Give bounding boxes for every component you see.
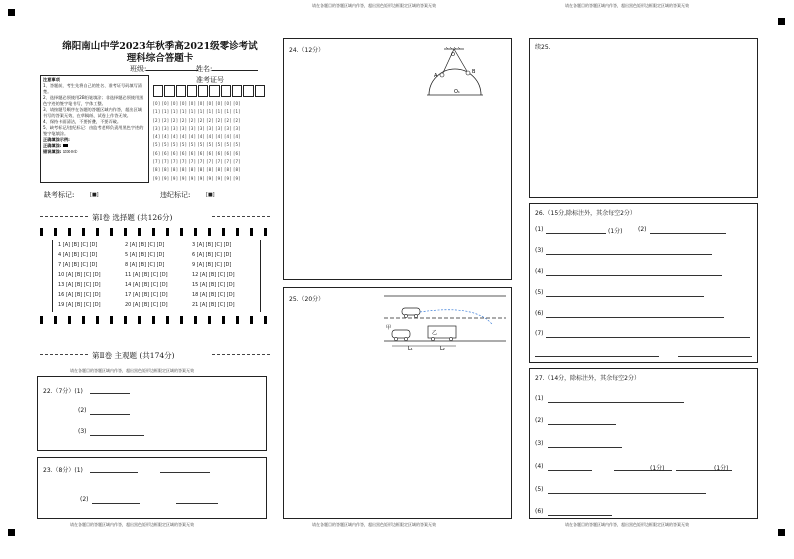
notes-item-2: 2、选择题必须使用2B铅笔填涂；非选择题必须使用黑色字迹的签字笔书写，字体工整。	[43, 95, 144, 106]
q23-sub2: (2)	[80, 496, 89, 503]
q25-continued-label: 续25.	[535, 44, 551, 51]
fill-correct-label: 正确填涂:	[43, 143, 62, 148]
timing-marks-top	[40, 228, 270, 236]
q27-sub3: (3)	[535, 440, 544, 447]
q24-fig-label-b: B	[472, 69, 476, 75]
q27-line-5[interactable]	[548, 493, 706, 494]
q24-fig-label-o: O	[451, 52, 455, 58]
edge-note-top-middle: 请在各题目的答题区域内作答，超出黑色矩形边框限定区域的答案无效	[312, 3, 436, 8]
registration-mark-bottom-right	[778, 529, 785, 536]
edge-note-bottom-middle: 请在各题目的答题区域内作答，超出黑色矩形边框限定区域的答案无效	[312, 522, 436, 527]
q26-sub7: (7)	[535, 330, 544, 337]
q26-sub1-mark: (1分)	[608, 228, 623, 235]
fill-wrong-label: 错误填涂:	[43, 149, 62, 154]
q27-line-3[interactable]	[548, 447, 622, 448]
wrong-marks-icons: ☑☒⊖①	[62, 149, 78, 154]
registration-mark-top-right	[778, 18, 785, 25]
exam-no-bubble-grid[interactable]	[153, 100, 266, 183]
exam-no-cell[interactable]	[255, 85, 265, 97]
q26-line-9[interactable]	[678, 356, 752, 357]
mc-grid[interactable]	[58, 242, 258, 312]
name-label: 姓名:	[196, 65, 213, 73]
absent-mark-label: 缺考标记:	[44, 191, 75, 199]
q26-sub3: (3)	[535, 247, 544, 254]
q22-line-2[interactable]	[90, 414, 130, 415]
part1-dash-right	[212, 216, 270, 217]
class-input-line[interactable]	[146, 63, 198, 71]
notes-item-1: 1、答题前，考生先将自己的姓名、准考证号码填写清楚。	[43, 83, 142, 94]
filled-mark-icon	[63, 144, 68, 147]
q26-line-3[interactable]	[546, 254, 712, 255]
mc-row	[58, 282, 258, 292]
q27-sub1: (1)	[535, 395, 544, 402]
exam-no-cell[interactable]	[221, 85, 231, 97]
q24-figure	[424, 45, 484, 101]
mc-item[interactable]: 19 [A] [B] [C] [D]	[58, 302, 101, 308]
class-field[interactable]	[130, 63, 198, 74]
exam-no-row-1[interactable]: [1] [1] [1] [1] [1] [1] [1] [1] [1] [1]	[153, 109, 241, 115]
exam-no-cell[interactable]	[198, 85, 208, 97]
exam-no-row-4[interactable]: [4] [4] [4] [4] [4] [4] [4] [4] [4] [4]	[153, 134, 241, 140]
exam-no-cell[interactable]	[187, 85, 197, 97]
exam-no-cell[interactable]	[209, 85, 219, 97]
q27-answer-area[interactable]	[529, 368, 758, 519]
part2-dash-left	[40, 354, 88, 355]
exam-no-row-8[interactable]: [8] [8] [8] [8] [8] [8] [8] [8] [8] [8]	[153, 167, 241, 173]
q22-line-1[interactable]	[90, 393, 130, 394]
q25-fig-label-l1: L₁	[408, 346, 413, 352]
mc-item[interactable]: 12 [A] [B] [C] [D]	[192, 272, 235, 278]
edge-note-part2: 请在各题目的答题区域内作答，超出黑色矩形边框限定区域的答案无效	[70, 368, 194, 373]
exam-no-cell[interactable]	[164, 85, 174, 97]
mc-item[interactable]: 8 [A] [B] [C] [D]	[125, 262, 165, 268]
q25-continued-area[interactable]	[529, 38, 758, 198]
exam-no-row-6[interactable]: [6] [6] [6] [6] [6] [6] [6] [6] [6] [6]	[153, 150, 241, 156]
q27-line-1[interactable]	[548, 402, 684, 403]
q27-line-2[interactable]	[548, 424, 616, 425]
q23-line-1[interactable]	[90, 472, 138, 473]
q27-sub5: (5)	[535, 486, 544, 493]
notes-item-4: 4、保持卡面清洁，不要折叠，不要弄破。	[43, 119, 122, 124]
exam-no-cell[interactable]	[153, 85, 163, 97]
part1-dash-left	[40, 216, 88, 217]
q22-sub2: (2)	[78, 407, 87, 414]
notes-box	[40, 75, 149, 183]
fill-wrong-row	[43, 149, 146, 155]
exam-no-cell[interactable]	[243, 85, 253, 97]
q22-sub3: (3)	[78, 428, 87, 435]
exam-no-cell[interactable]	[232, 85, 242, 97]
mc-item[interactable]: 2 [A] [B] [C] [D]	[125, 242, 165, 248]
name-field[interactable]	[196, 63, 258, 74]
mc-item[interactable]: 4 [A] [B] [C] [D]	[58, 252, 98, 258]
exam-no-cell[interactable]	[176, 85, 186, 97]
mc-item[interactable]: 3 [A] [B] [C] [D]	[192, 242, 232, 248]
notes-item-5: 5、缺考标记/违纪标记：由监考老师负责用黑色字迹的签字笔填涂。	[43, 125, 144, 136]
mc-item[interactable]: 14 [A] [B] [C] [D]	[125, 282, 168, 288]
q27-sub4-mark-2: (1分)	[714, 465, 729, 472]
mc-item[interactable]: 1 [A] [B] [C] [D]	[58, 242, 98, 248]
exam-no-row-7[interactable]: [7] [7] [7] [7] [7] [7] [7] [7] [7] [7]	[153, 159, 241, 165]
q23-line-3[interactable]	[92, 503, 140, 504]
q23-answer-area[interactable]	[37, 457, 267, 519]
q25-answer-area[interactable]	[283, 287, 512, 519]
q25-label: 25.（20分）	[289, 296, 325, 303]
exam-no-label: 准考证号	[196, 76, 224, 84]
mc-row	[58, 262, 258, 272]
q25-fig-label-yi: 乙	[432, 330, 438, 336]
timing-marks-bottom	[40, 316, 270, 324]
q24-fig-label-a: A	[434, 73, 438, 79]
violation-mark-label: 违纪标记:	[160, 191, 191, 199]
part2-dash-right	[212, 354, 270, 355]
q27-line-6[interactable]	[548, 515, 612, 516]
q27-sub4-mark-1: (1分)	[650, 465, 665, 472]
school-title: 绵阳南山中学2023年秋季高2021级零诊考试	[62, 41, 258, 52]
q24-label: 24.（12分）	[289, 47, 325, 54]
q26-sub5: (5)	[535, 289, 544, 296]
part2-title: 第Ⅱ卷 主观题 (共174分)	[92, 351, 175, 360]
q24-fig-label-o1: O₁	[454, 89, 460, 95]
q26-line-6[interactable]	[546, 317, 724, 318]
mc-item[interactable]: 13 [A] [B] [C] [D]	[58, 282, 101, 288]
absent-mark-box[interactable]: [■]	[90, 192, 99, 198]
mc-divider-right	[260, 240, 261, 312]
mc-item[interactable]: 21 [A] [B] [C] [D]	[192, 302, 235, 308]
q22-line-3[interactable]	[90, 435, 144, 436]
exam-no-write-cells[interactable]	[153, 85, 265, 97]
q23-line-2[interactable]	[160, 472, 210, 473]
mc-item[interactable]: 18 [A] [B] [C] [D]	[192, 292, 235, 298]
exam-no-row-2[interactable]: [2] [2] [2] [2] [2] [2] [2] [2] [2] [2]	[153, 117, 241, 123]
mc-item[interactable]: 5 [A] [B] [C] [D]	[125, 252, 165, 258]
mc-item[interactable]: 10 [A] [B] [C] [D]	[58, 272, 101, 278]
q26-line-5[interactable]	[546, 296, 704, 297]
mc-item[interactable]: 7 [A] [B] [C] [D]	[58, 262, 98, 268]
mc-item[interactable]: 6 [A] [B] [C] [D]	[192, 252, 232, 258]
mc-item[interactable]: 9 [A] [B] [C] [D]	[192, 262, 232, 268]
q26-sub6: (6)	[535, 310, 544, 317]
q26-line-4[interactable]	[546, 275, 722, 276]
q25-fig-label-jia: 甲	[386, 325, 392, 331]
exam-no-row-9[interactable]: [9] [9] [9] [9] [9] [9] [9] [9] [9] [9]	[153, 175, 241, 181]
registration-mark-bottom-left	[8, 529, 15, 536]
notes-title: 注意事项	[43, 77, 60, 82]
q26-label: 26.（15分,除标注外，其余每空2分）	[535, 210, 636, 217]
mc-row	[58, 252, 258, 262]
q27-sub2: (2)	[535, 417, 544, 424]
mc-row	[58, 272, 258, 282]
q23-label: 23.（8分）(1)	[43, 467, 83, 474]
mc-divider-left	[52, 240, 53, 312]
edge-note-bottom-left: 请在各题目的答题区域内作答，超出黑色矩形边框限定区域的答案无效	[70, 522, 194, 527]
q26-sub4: (4)	[535, 268, 544, 275]
q26-line-1[interactable]	[546, 233, 606, 234]
q26-answer-area[interactable]	[529, 203, 758, 363]
registration-mark-top-left	[8, 9, 15, 16]
subject-title: 理科综合答题卡	[126, 53, 194, 64]
fill-example-label: 正确填涂示例:	[43, 137, 70, 142]
notes-item-3: 3、请按题号顺序在各题的答题区域内作答，超出区域书写的答案无效，在草稿纸、试卷上作答无效。	[43, 107, 142, 118]
q25-fig-label-l2: L₂	[440, 346, 445, 352]
mc-item[interactable]: 15 [A] [B] [C] [D]	[192, 282, 235, 288]
q27-sub4: (4)	[535, 463, 544, 470]
exam-no-row-5[interactable]: [5] [5] [5] [5] [5] [5] [5] [5] [5] [5]	[153, 142, 241, 148]
q26-sub1: (1)	[535, 226, 544, 233]
exam-no-row-3[interactable]: [3] [3] [3] [3] [3] [3] [3] [3] [3] [3]	[153, 125, 241, 131]
class-label: 班级:	[130, 65, 147, 73]
mc-item[interactable]: 16 [A] [B] [C] [D]	[58, 292, 101, 298]
edge-note-top-right: 请在各题目的答题区域内作答，超出黑色矩形边框限定区域的答案无效	[565, 3, 689, 8]
mc-item[interactable]: 11 [A] [B] [C] [D]	[125, 272, 168, 278]
mc-item[interactable]: 17 [A] [B] [C] [D]	[125, 292, 168, 298]
mc-row	[58, 292, 258, 302]
q24-answer-area[interactable]	[283, 38, 512, 280]
q22-label: 22.（7分）(1)	[43, 388, 83, 395]
q26-line-8[interactable]	[535, 356, 659, 357]
q26-line-7[interactable]	[546, 337, 750, 338]
q27-sub6: (6)	[535, 508, 544, 515]
edge-note-bottom-right: 请在各题目的答题区域内作答，超出黑色矩形边框限定区域的答案无效	[565, 522, 689, 527]
exam-no-row-0[interactable]: [0] [0] [0] [0] [0] [0] [0] [0] [0] [0]	[153, 101, 241, 106]
mc-item[interactable]: 20 [A] [B] [C] [D]	[125, 302, 168, 308]
q22-answer-area[interactable]	[37, 376, 267, 451]
q25-figure	[384, 292, 510, 352]
mc-row	[58, 242, 258, 252]
q27-line-4a[interactable]	[548, 470, 592, 471]
part1-title: 第Ⅰ卷 选择题 (共126分)	[92, 213, 173, 222]
violation-mark-box[interactable]: [■]	[206, 192, 215, 198]
name-input-line[interactable]	[212, 63, 258, 71]
q27-label: 27.（14分，除标注外，其余每空2分）	[535, 375, 640, 382]
q26-sub2: (2)	[638, 226, 647, 233]
q26-line-2[interactable]	[650, 233, 726, 234]
q23-line-4[interactable]	[176, 503, 218, 504]
mc-row	[58, 302, 258, 312]
